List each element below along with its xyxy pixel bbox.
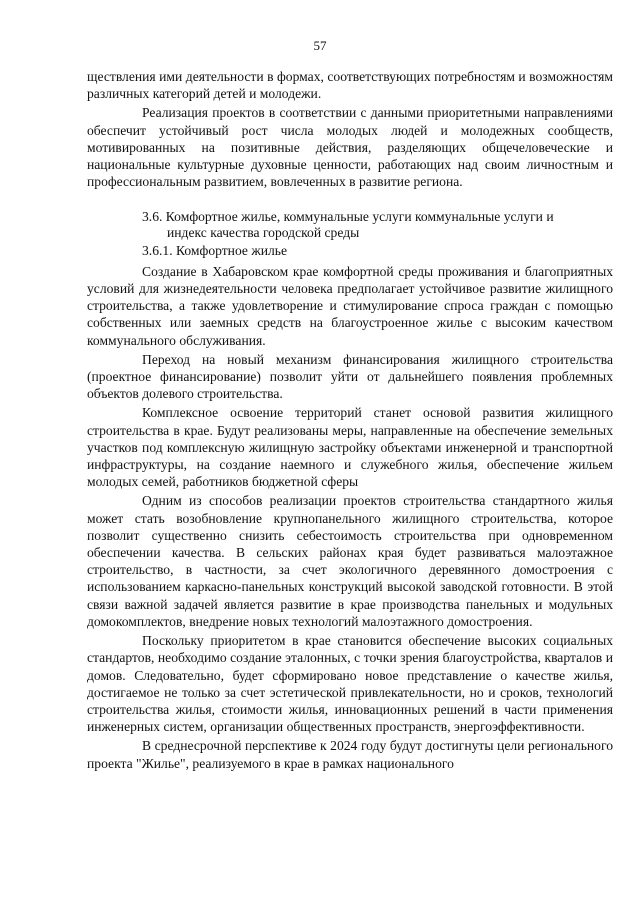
- paragraph-youth-projects: Реализация проектов в соответствии с данными приоритетными направлениями обеспечит устойчивый рост числа молодых людей и молодежных сообществ, мотивированных на позитивные действия, разделяющих общечеловеческие и национальные культурные духовные ценности, работающих над своим личностным и профессиональным развитием, вовлеченных в развитие региона.: [87, 105, 613, 190]
- document-body: [87, 68, 613, 774]
- paragraph-comfort-environment: Создание в Хабаровском крае комфортной среды проживания и благоприятных условий для жизнедеятельности человека предполагает устойчивое развитие жилищного строительства, а также удовлетворение и стимулирование спроса граждан с помощью собственных или заемных средств на благоустроенное жилье с высоким качеством коммунального обслуживания.: [87, 263, 613, 348]
- page-number: 57: [313, 38, 327, 53]
- paragraph-social-standards: Поскольку приоритетом в крае становится обеспечение высоких социальных стандартов, необходимо создание эталонных, с точки зрения благоустройства, кварталов и домов. Следовательно, будет сформировано новое представление о качестве жилья, достигаемое не только за счет эстетической привлекательности, но и сроков, технологий строительства жилья, стоимости жилья, инновационных решений в части применения инженерных систем, организации общественных пространств, энергоэффективности.: [87, 633, 613, 735]
- section-gap: [87, 192, 613, 208]
- subsection-heading-3-6-1: 3.6.1. Комфортное жилье: [142, 242, 288, 258]
- section-heading-3-6: 3.6. Комфортное жилье, коммунальные услуги коммунальные услуги и: [142, 209, 554, 225]
- paragraph-territory-development: Комплексное освоение территорий станет основой развития жилищного строительства в крае. Будут реализованы меры, направленные на обеспечение земельных участков под комплексную жилищную застройку объектами инженерной и транспортной инфраструктуры, на создание наемного и служебного жилья, обеспечение жильем молодых семей, работников бюджетной сферы: [87, 405, 613, 490]
- paragraph-standard-housing: Одним из способов реализации проектов строительства стандартного жилья может стать возобновление крупнопанельного жилищного строительства, которое позволит существенно снизить себестоимость строительства при одновременном обеспечении качества. В сельских районах края будет развиваться малоэтажное строительство, в частности, за счет экологичного деревянного домостроения с использованием каркасно-панельных конструкций высокой заводской готовности. В этой связи важной задачей является развитие в крае производства панельных и модульных домокомплектов, внедрение новых технологий малоэтажного домостроения.: [87, 493, 613, 629]
- paragraph-project-financing: Переход на новый механизм финансирования жилищного строительства (проектное финансирование) позволит уйти от дальнейшего появления проблемных объектов долевого строительства.: [87, 351, 613, 402]
- paragraph-regional-project: В среднесрочной перспективе к 2024 году будут достигнуты цели регионального проекта "Жилье", реализуемого в крае в рамках национального: [87, 738, 613, 771]
- paragraph-continuation: ществления ими деятельности в формах, соответствующих потребностям и возможностям различных категорий детей и молодежи.: [87, 69, 613, 102]
- section-heading-3-6-continued: индекс качества городской среды: [167, 224, 360, 240]
